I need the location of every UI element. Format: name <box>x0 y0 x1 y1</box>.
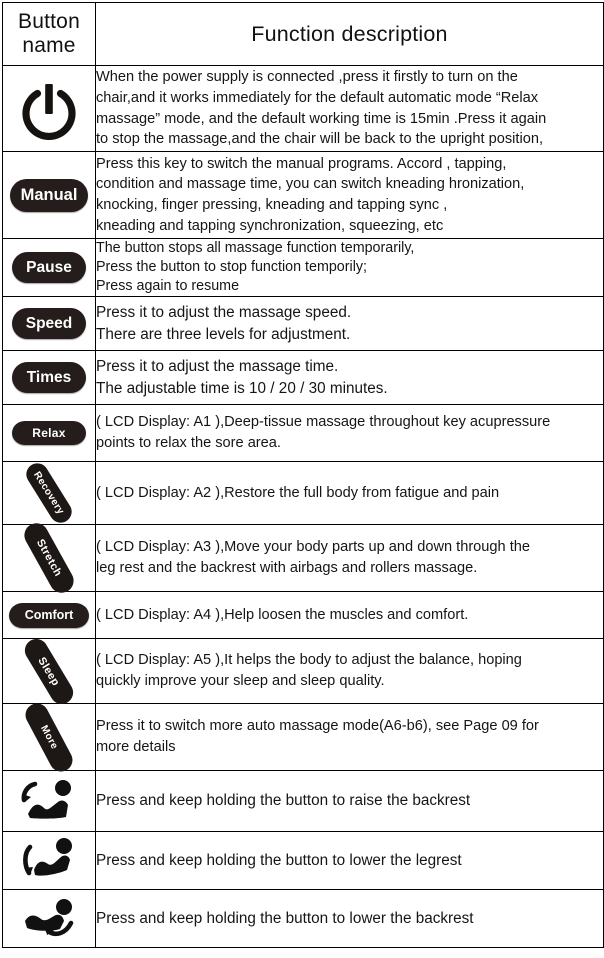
description-line: ( LCD Display: A4 ),Help loosen the muscles and comfort. <box>96 606 469 623</box>
description-line: ( LCD Display: A3 ),Move your body parts up and down through the <box>96 539 530 556</box>
description-line: The adjustable time is 10 / 20 / 30 minutes. <box>96 379 388 397</box>
button-cell-legrest-down <box>3 832 96 890</box>
table-row <box>3 351 604 405</box>
description-cell <box>96 525 604 592</box>
description-line: The button stops all massage function temporarily, <box>96 240 415 256</box>
description-line: quickly improve your sleep and sleep quality. <box>96 673 385 689</box>
power-icon <box>18 78 80 140</box>
description-line: Press and keep holding the button to raise the backrest <box>96 792 471 810</box>
button-cell-sleep <box>3 639 96 704</box>
table-header-row <box>3 3 604 66</box>
description-line: ( LCD Display: A1 ),Deep-tissue massage throughout key acupressure <box>96 414 551 431</box>
legrest-down-icon <box>18 837 80 885</box>
pause-button[interactable]: Pause <box>12 252 86 283</box>
table-row <box>3 66 604 152</box>
backrest-down-button[interactable] <box>3 895 95 943</box>
button-cell-pause <box>3 239 96 297</box>
column-header-button-name-line2: name <box>22 34 76 57</box>
table-row <box>3 239 604 297</box>
button-function-sheet <box>0 2 604 958</box>
description-line: leg rest and the backrest with airbags and rollers massage. <box>96 560 478 576</box>
table-row <box>3 592 604 639</box>
description-cell <box>96 832 604 890</box>
button-cell-times <box>3 351 96 405</box>
button-cell-comfort <box>3 592 96 639</box>
table-row <box>3 704 604 771</box>
more-button[interactable]: More <box>21 699 76 775</box>
description-cell <box>96 592 604 639</box>
description-line: Press and keep holding the button to lower the backrest <box>96 909 474 927</box>
table-row <box>3 297 604 351</box>
button-cell-relax <box>3 405 96 462</box>
table-row <box>3 525 604 592</box>
description-line: When the power supply is connected ,press it firstly to turn on the <box>96 69 518 86</box>
description-cell <box>96 771 604 832</box>
description-line: points to relax the sore area. <box>96 435 281 451</box>
description-cell <box>96 152 604 239</box>
description-cell <box>96 890 604 948</box>
description-line: Press it to adjust the massage time. <box>96 357 339 375</box>
description-line: Press and keep holding the button to lower the legrest <box>96 851 462 869</box>
description-line: Press it to adjust the massage speed. <box>96 303 352 321</box>
description-line: There are three levels for adjustment. <box>96 325 351 343</box>
times-button[interactable]: Times <box>12 362 86 393</box>
button-cell-backrest-up <box>3 771 96 832</box>
description-cell <box>96 405 604 462</box>
button-cell-stretch <box>3 525 96 592</box>
power-button-graphic[interactable] <box>3 78 95 140</box>
table-row <box>3 890 604 948</box>
description-line: ( LCD Display: A5 ),It helps the body to adjust the balance, hoping <box>96 652 522 669</box>
comfort-button[interactable]: Comfort <box>9 603 89 628</box>
button-cell-power <box>3 66 96 152</box>
legrest-down-button[interactable] <box>3 837 95 885</box>
column-header-button-name-line1: Button <box>18 9 80 33</box>
description-line: ( LCD Display: A2 ),Restore the full body from fatigue and pain <box>96 484 500 501</box>
table-row <box>3 405 604 462</box>
description-cell <box>96 639 604 704</box>
table-row <box>3 462 604 525</box>
button-function-table <box>2 2 604 948</box>
description-line: Press it to switch more auto massage mode(A6-b6), see Page 09 for <box>96 718 539 735</box>
description-line: knocking, finger pressing, kneading and tapping sync , <box>96 197 448 213</box>
column-header-function-description: Function description <box>96 3 604 66</box>
column-header-button-name <box>3 3 96 66</box>
recovery-button[interactable]: Recovery <box>22 459 76 527</box>
description-line: Press again to resume <box>96 278 240 294</box>
table-row <box>3 639 604 704</box>
backrest-up-icon <box>18 777 80 825</box>
description-cell <box>96 704 604 771</box>
backrest-up-button[interactable] <box>3 777 95 825</box>
description-line: massage” mode, and the default working time is 15min .Press it again <box>96 110 547 127</box>
description-cell <box>96 297 604 351</box>
table-row <box>3 152 604 239</box>
description-line: condition and massage time, you can switch kneading hronization, <box>96 176 525 193</box>
description-cell <box>96 239 604 297</box>
backrest-down-icon <box>18 895 80 943</box>
stretch-button[interactable]: Stretch <box>20 519 78 597</box>
description-cell <box>96 66 604 152</box>
manual-button[interactable]: Manual <box>10 179 88 212</box>
table-row <box>3 771 604 832</box>
speed-button[interactable]: Speed <box>12 308 86 339</box>
button-cell-manual <box>3 152 96 239</box>
button-cell-speed <box>3 297 96 351</box>
description-line: kneading and tapping synchronization, squeezing, etc <box>96 217 444 234</box>
button-cell-backrest-down <box>3 890 96 948</box>
sleep-button[interactable]: Sleep <box>21 634 78 708</box>
button-cell-recovery <box>3 462 96 525</box>
description-line: chair,and it works immediately for the default automatic mode “Relax <box>96 89 539 106</box>
description-line: more details <box>96 739 176 755</box>
description-line: Press this key to switch the manual programs. Accord , tapping, <box>96 155 507 172</box>
description-line: to stop the massage,and the chair will be back to the upright position, <box>96 131 543 148</box>
description-cell <box>96 351 604 405</box>
table-row <box>3 832 604 890</box>
description-line: Press the button to stop function temporily; <box>96 259 367 275</box>
relax-button[interactable]: Relax <box>12 421 86 445</box>
description-cell <box>96 462 604 525</box>
button-cell-more <box>3 704 96 771</box>
